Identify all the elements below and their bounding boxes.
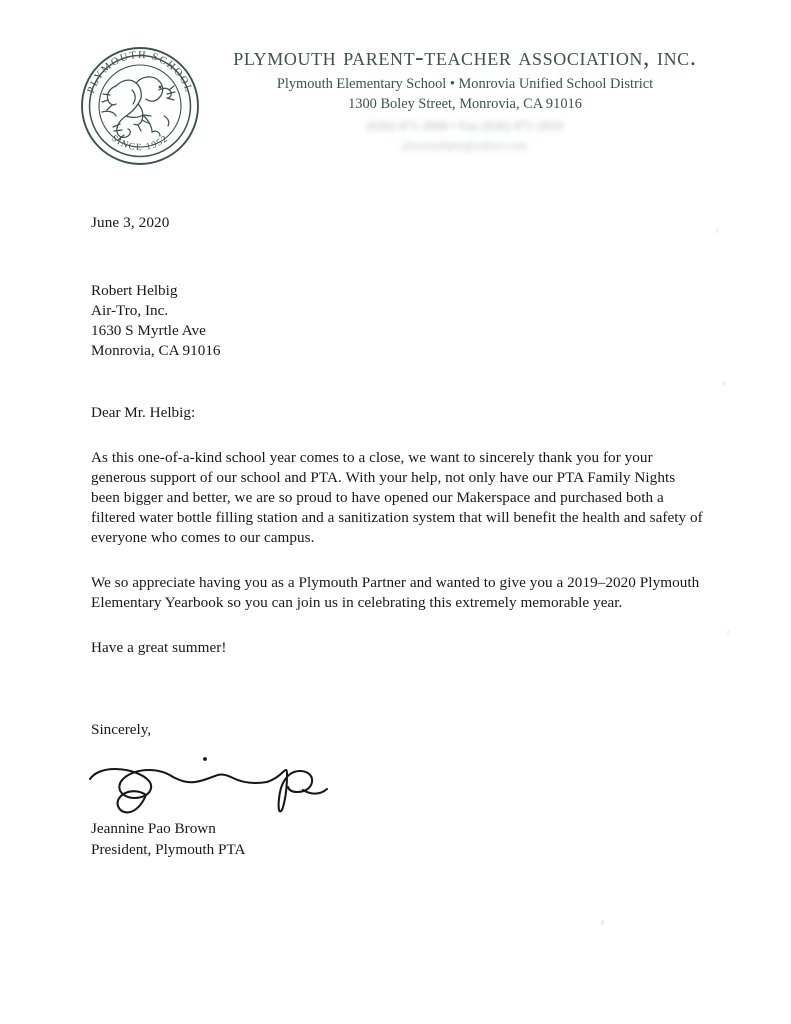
letter-date: June 3, 2020 — [91, 214, 170, 231]
closing-salutation: Sincerely, — [91, 720, 152, 738]
body-paragraph-2: We so appreciate having you as a Plymouth Partner and wanted to give you a 2019–2020 Plymouth Elementary Yearbook so you can join us in celebrating this extremely memorable year. — [91, 573, 700, 611]
scan-artifact — [727, 630, 730, 635]
signature-area — [91, 741, 703, 819]
recipient-city-state-zip: Monrovia, CA 91016 — [91, 341, 221, 359]
svg-text:SINCE 1952: SINCE 1952 — [109, 133, 171, 154]
signer-block — [91, 819, 703, 859]
letter-body — [91, 213, 703, 860]
scan-artifact — [723, 381, 726, 386]
letterhead-phone-redacted: (626) 471-2000 • Fax (626) 471-2010 — [366, 117, 564, 133]
recipient-company: Air-Tro, Inc. — [91, 301, 169, 319]
signer-name: Jeannine Pao Brown — [91, 820, 216, 838]
school-seal-icon — [72, 38, 208, 174]
signer-title: President, Plymouth PTA — [91, 840, 246, 858]
letterhead-text — [200, 44, 730, 154]
handwritten-signature — [87, 745, 337, 819]
letterhead-email-redacted: plymouthpta@yahoo.com — [402, 138, 528, 153]
recipient-address-block — [91, 281, 703, 361]
recipient-street: 1630 S Myrtle Ave — [91, 321, 206, 339]
letterhead-subtitle-schools: Plymouth Elementary School • Monrovia Unified School District — [276, 75, 654, 92]
organization-title: plymouth parent-teacher association, inc. — [233, 42, 697, 71]
letterhead — [0, 30, 791, 180]
letterhead-address: 1300 Boley Street, Monrovia, CA 91016 — [348, 96, 582, 113]
svg-text:PLYMOUTH SCHOOL: PLYMOUTH SCHOOL — [85, 49, 195, 95]
scan-artifact — [601, 920, 604, 925]
recipient-name: Robert Helbig — [91, 281, 178, 299]
body-paragraph-3: Have a great summer! — [91, 638, 227, 656]
body-paragraph-1: As this one-of-a-kind school year comes to a close, we want to sincerely thank you for your generous support of our school and PTA. With your help, not only have our PTA Family Nights been bigger and better, we are so proud to have opened our Makerspace and purchased both a filtered water bottle filling station and a sanitization system that will benefit the health and safety of everyone who comes to our campus. — [91, 448, 703, 546]
scan-artifact — [716, 228, 719, 233]
salutation: Dear Mr. Helbig: — [91, 404, 196, 421]
